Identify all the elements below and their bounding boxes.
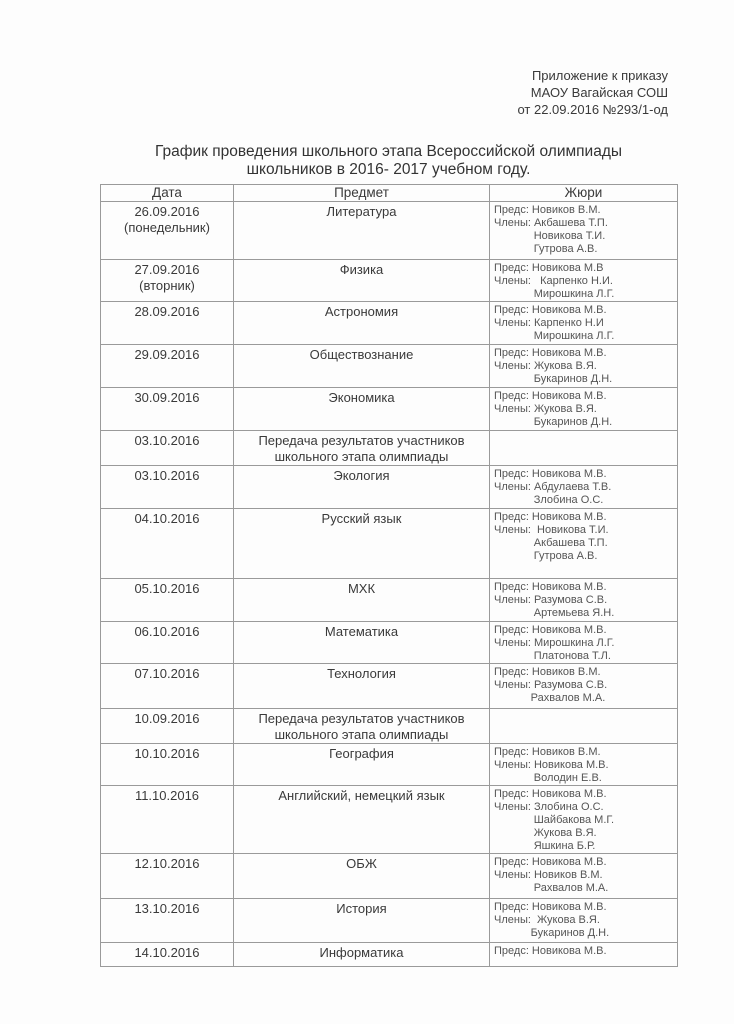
jury-cell: [490, 854, 678, 899]
jury-member: Злобина О.С.: [494, 494, 604, 506]
table-row: [101, 466, 678, 509]
jury-cell: [490, 302, 678, 345]
subject: История: [336, 901, 387, 916]
subject-cell: [234, 302, 490, 345]
date-cell: [101, 943, 234, 967]
jury-member: Предс: Новиков В.М.: [494, 204, 601, 216]
subject: Передача результатов участников: [258, 711, 465, 726]
subject-cell: [234, 709, 490, 744]
table-row: [101, 431, 678, 466]
appendix-line: от 22.09.2016 №293/1-од: [517, 102, 668, 117]
date-cell: [101, 664, 234, 709]
jury-member: Платонова Т.Л.: [494, 650, 611, 662]
table-row: [101, 388, 678, 431]
jury-member: Члены: Карпенко Н.И: [494, 317, 604, 329]
jury-cell: [490, 744, 678, 786]
subject: География: [329, 746, 394, 761]
jury-member: Предс: Новикова М.В.: [494, 304, 607, 316]
subject-cell: [234, 744, 490, 786]
jury-member: Володин Е.В.: [494, 772, 602, 784]
jury-member: Новикова Т.И.: [494, 230, 606, 242]
date: 03.10.2016: [134, 433, 200, 448]
subject: МХК: [347, 581, 376, 596]
date-cell: [101, 431, 234, 466]
jury-member: Предс: Новикова М.В.: [494, 511, 607, 523]
subject-cell: [234, 899, 490, 943]
date: 04.10.2016: [134, 511, 200, 526]
date: 11.10.2016: [134, 788, 200, 803]
date-cell: [101, 579, 234, 622]
header-jury: Жюри: [490, 185, 678, 202]
subject-cell: [234, 509, 490, 579]
date: 05.10.2016: [134, 581, 200, 596]
table-row: [101, 509, 678, 579]
subject-cell: [234, 345, 490, 388]
subject-cell: [234, 260, 490, 302]
table-row: [101, 899, 678, 943]
subject-cell: [234, 388, 490, 431]
subject: Технология: [327, 666, 396, 681]
date-cell: [101, 466, 234, 509]
date-cell: [101, 345, 234, 388]
jury-member: Члены: Разумова С.В.: [494, 594, 608, 606]
jury-member: Предс: Новикова М.В.: [494, 856, 607, 868]
table-header-row: [101, 185, 678, 202]
date: 27.09.2016: [134, 262, 200, 277]
jury-member: Члены: Жукова В.Я.: [494, 403, 597, 415]
jury-member: Артемьева Я.Н.: [494, 607, 615, 619]
jury-cell: [490, 260, 678, 302]
subject-cell: [234, 202, 490, 260]
subject: Астрономия: [324, 304, 399, 319]
jury-member: Предс: Новиков В.М.: [494, 746, 601, 758]
date: 07.10.2016: [134, 666, 200, 681]
jury-member: Предс: Новикова М.В: [494, 262, 604, 274]
date: 14.10.2016: [134, 945, 200, 960]
subject: ОБЖ: [346, 856, 377, 871]
jury-cell: [490, 509, 678, 579]
date-cell: [101, 899, 234, 943]
jury-member: Члены: Карпенко Н.И.: [494, 275, 613, 287]
jury-member: Гутрова А.В.: [494, 243, 598, 255]
jury-member: Члены: Новикова М.В.: [494, 759, 609, 771]
jury-cell: [490, 664, 678, 709]
jury-member: Рахвалов М.А.: [494, 882, 609, 894]
date: 10.10.2016: [134, 746, 200, 761]
subject-cell: [234, 943, 490, 967]
date: 13.10.2016: [134, 901, 200, 916]
subject-cell: [234, 431, 490, 466]
jury-cell: [490, 786, 678, 854]
table-row: [101, 664, 678, 709]
date-cell: [101, 744, 234, 786]
jury-member: Акбашева Т.П.: [494, 537, 608, 549]
jury-member: Члены: Разумова С.В.: [494, 679, 608, 691]
subject: Информатика: [319, 945, 404, 960]
date: 28.09.2016: [134, 304, 200, 319]
jury-member: Члены: Мирошкина Л.Г.: [494, 637, 615, 649]
date-cell: [101, 709, 234, 744]
jury-member: Члены: Абдулаева Т.В.: [494, 481, 612, 493]
subject: Экономика: [328, 390, 395, 405]
date: 26.09.2016: [134, 204, 200, 219]
jury-cell: [490, 943, 678, 967]
jury-member: Члены: Злобина О.С.: [494, 801, 604, 813]
table-row: [101, 302, 678, 345]
appendix-line: Приложение к приказу: [531, 68, 668, 83]
document-title: [100, 143, 677, 179]
date-cell: [101, 202, 234, 260]
subject-line-2: школьного этапа олимпиады: [274, 449, 449, 464]
table-row: [101, 345, 678, 388]
jury-member: Члены: Акбашева Т.П.: [494, 217, 608, 229]
jury-member: Члены: Жукова В.Я.: [494, 360, 597, 372]
jury-member: Мирошкина Л.Г.: [494, 288, 615, 300]
jury-member: Мирошкина Л.Г.: [494, 330, 615, 342]
date-cell: [101, 302, 234, 345]
jury-member: Предс: Новикова М.В.: [494, 624, 607, 636]
subject: Русский язык: [321, 511, 402, 526]
date: 03.10.2016: [134, 468, 200, 483]
jury-member: Предс: Новикова М.В.: [494, 581, 607, 593]
table-row: [101, 709, 678, 744]
appendix-note: [517, 67, 668, 118]
jury-member: Букаринов Д.Н.: [494, 416, 613, 428]
title-line: школьников в 2016- 2017 учебном году.: [246, 161, 531, 178]
jury-cell: [490, 431, 678, 466]
subject-cell: [234, 664, 490, 709]
jury-member: Предс: Новикова М.В.: [494, 468, 607, 480]
table-row: [101, 622, 678, 664]
subject: Математика: [324, 624, 399, 639]
jury-member: Гутрова А.В.: [494, 550, 598, 562]
jury-cell: [490, 345, 678, 388]
subject-cell: [234, 786, 490, 854]
table-row: [101, 744, 678, 786]
jury-member: Букаринов Д.Н.: [494, 373, 613, 385]
subject-line-2: школьного этапа олимпиады: [274, 727, 449, 742]
date: 06.10.2016: [134, 624, 200, 639]
jury-cell: [490, 579, 678, 622]
jury-cell: [490, 466, 678, 509]
date-cell: [101, 388, 234, 431]
jury-member: Члены: Новикова Т.И.: [494, 524, 609, 536]
jury-member: Предс: Новикова М.В.: [494, 788, 607, 800]
title-line: График проведения школьного этапа Всероссийской олимпиады: [154, 143, 622, 160]
weekday: (вторник): [139, 278, 195, 293]
jury-member: Жукова В.Я.: [494, 827, 597, 839]
schedule-table: [100, 184, 678, 967]
jury-member: Предс: Новикова М.В.: [494, 901, 607, 913]
jury-cell: [490, 709, 678, 744]
jury-cell: [490, 202, 678, 260]
table-row: [101, 854, 678, 899]
jury-member: Шайбакова М.Г.: [494, 814, 615, 826]
jury-member: Рахвалов М.А.: [494, 692, 606, 704]
jury-member: Букаринов Д.Н.: [494, 927, 610, 939]
date: 12.10.2016: [134, 856, 200, 871]
subject: Физика: [339, 262, 384, 277]
subject-cell: [234, 622, 490, 664]
subject: Экология: [333, 468, 390, 483]
appendix-line: МАОУ Вагайская СОШ: [530, 85, 668, 100]
subject: Литература: [326, 204, 397, 219]
date-cell: [101, 260, 234, 302]
jury-member: Предс: Новиков В.М.: [494, 666, 601, 678]
date: 30.09.2016: [134, 390, 200, 405]
date-cell: [101, 622, 234, 664]
date: 29.09.2016: [134, 347, 200, 362]
table-row: [101, 579, 678, 622]
table-row: [101, 943, 678, 967]
weekday: (понедельник): [124, 220, 210, 235]
table-row: [101, 786, 678, 854]
table-row: [101, 202, 678, 260]
header-date: Дата: [101, 185, 234, 202]
jury-member: Члены: Новиков В.М.: [494, 869, 603, 881]
jury-member: Члены: Жукова В.Я.: [494, 914, 600, 926]
jury-cell: [490, 622, 678, 664]
jury-member: Предс: Новикова М.В.: [494, 945, 607, 957]
subject: Английский, немецкий язык: [278, 788, 445, 803]
jury-cell: [490, 388, 678, 431]
jury-cell: [490, 899, 678, 943]
subject-cell: [234, 579, 490, 622]
header-subject: Предмет: [234, 185, 490, 202]
date: 10.09.2016: [134, 711, 200, 726]
jury-member: Предс: Новикова М.В.: [494, 347, 607, 359]
date-cell: [101, 786, 234, 854]
jury-member: Предс: Новикова М.В.: [494, 390, 607, 402]
date-cell: [101, 509, 234, 579]
table-row: [101, 260, 678, 302]
subject-cell: [234, 466, 490, 509]
subject: Передача результатов участников: [258, 433, 465, 448]
subject: Обществознание: [309, 347, 414, 362]
jury-member: Яшкина Б.Р.: [494, 840, 596, 852]
date-cell: [101, 854, 234, 899]
subject-cell: [234, 854, 490, 899]
